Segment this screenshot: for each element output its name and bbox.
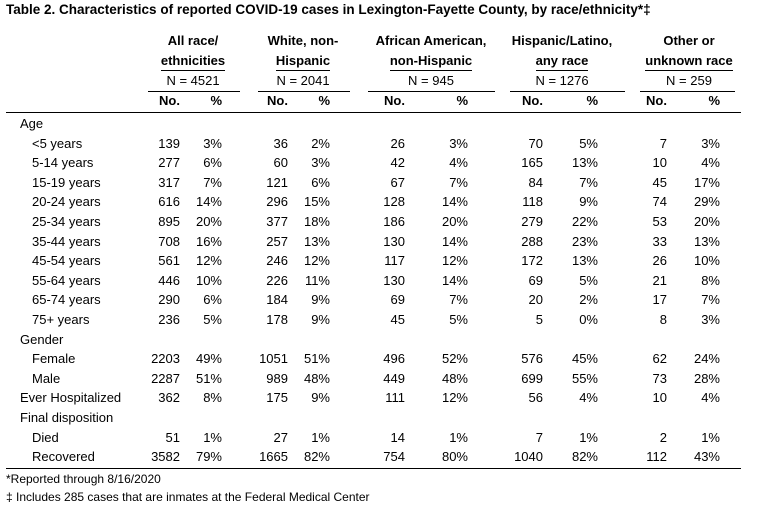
table-row bbox=[0, 153, 768, 173]
cell-percent: 18% bbox=[303, 214, 330, 229]
cell-count: 2203 bbox=[151, 351, 180, 367]
cell-count: 317 bbox=[158, 174, 180, 190]
cell-percent: 1% bbox=[449, 429, 468, 445]
cell-percent: 1% bbox=[579, 429, 598, 445]
cell-percent: 3% bbox=[701, 135, 720, 151]
cell-count: 42 bbox=[390, 155, 405, 171]
category-row bbox=[0, 388, 768, 408]
subheader-pct: % bbox=[586, 93, 598, 108]
cell-count: 172 bbox=[521, 253, 543, 269]
column-group-header bbox=[497, 31, 627, 71]
cell-percent: 29% bbox=[693, 194, 720, 210]
cell-count: 895 bbox=[158, 214, 180, 229]
cell-percent: 6% bbox=[203, 155, 222, 171]
cell-count: 7 bbox=[659, 135, 667, 151]
cell-percent: 4% bbox=[579, 390, 598, 406]
group-line2: unknown race bbox=[645, 52, 732, 71]
group-line2: Hispanic bbox=[276, 52, 330, 71]
cell-percent: 9% bbox=[311, 292, 330, 308]
cell-count: 165 bbox=[521, 155, 543, 171]
cell-count: 111 bbox=[385, 390, 405, 406]
row-label: <5 years bbox=[32, 135, 83, 151]
row-label: 45-54 years bbox=[32, 253, 101, 269]
cell-count: 708 bbox=[158, 233, 180, 249]
cell-percent: 1% bbox=[701, 429, 720, 445]
cell-percent: 22% bbox=[571, 214, 598, 229]
cell-count: 561 bbox=[158, 253, 180, 269]
cell-percent: 7% bbox=[449, 174, 468, 190]
cell-count: 576 bbox=[521, 351, 543, 367]
table-row bbox=[0, 134, 768, 154]
table-row bbox=[0, 251, 768, 271]
cell-count: 279 bbox=[521, 214, 543, 229]
row-label: 20-24 years bbox=[32, 194, 101, 210]
cell-percent: 17% bbox=[693, 174, 720, 190]
cell-percent: 2% bbox=[579, 292, 598, 308]
cell-percent: 0% bbox=[579, 312, 598, 327]
cell-percent: 15% bbox=[303, 194, 330, 210]
n-underline bbox=[148, 91, 240, 92]
cell-count: 74 bbox=[652, 194, 667, 210]
cell-percent: 48% bbox=[441, 370, 468, 386]
group-n-count: N = 4521 bbox=[166, 73, 220, 88]
row-label: Ever Hospitalized bbox=[20, 390, 122, 406]
cell-count: 67 bbox=[390, 174, 405, 190]
table-row bbox=[0, 290, 768, 310]
cell-count: 33 bbox=[652, 233, 667, 249]
cell-count: 69 bbox=[390, 292, 405, 308]
cell-count: 257 bbox=[266, 233, 288, 249]
cell-count: 139 bbox=[158, 135, 180, 151]
row-label: Died bbox=[32, 429, 59, 445]
cell-percent: 6% bbox=[203, 292, 222, 308]
cell-percent: 14% bbox=[441, 272, 468, 288]
cell-count: 449 bbox=[383, 370, 405, 386]
group-line1: African American, bbox=[375, 33, 487, 48]
cell-count: 236 bbox=[158, 312, 180, 327]
cell-percent: 80% bbox=[441, 449, 468, 465]
group-n-count: N = 1276 bbox=[535, 73, 589, 88]
cell-count: 17 bbox=[652, 292, 667, 308]
cell-percent: 28% bbox=[693, 370, 720, 386]
cell-percent: 82% bbox=[303, 449, 330, 465]
cell-percent: 9% bbox=[579, 194, 598, 210]
cell-count: 14 bbox=[390, 429, 405, 445]
cell-percent: 23% bbox=[571, 233, 598, 249]
cell-percent: 24% bbox=[693, 351, 720, 367]
cell-percent: 13% bbox=[303, 233, 330, 249]
row-label: Male bbox=[32, 370, 61, 386]
subheader-no: No. bbox=[384, 93, 405, 108]
category-row bbox=[0, 114, 768, 134]
cell-count: 20 bbox=[528, 292, 543, 308]
cell-percent: 12% bbox=[441, 390, 468, 406]
cell-count: 1051 bbox=[259, 351, 288, 367]
cell-percent: 14% bbox=[195, 194, 222, 210]
cell-percent: 48% bbox=[303, 370, 330, 386]
group-n-count: N = 2041 bbox=[276, 73, 330, 88]
cell-count: 7 bbox=[535, 429, 543, 445]
group-line2: non-Hispanic bbox=[390, 52, 472, 71]
cell-count: 8 bbox=[659, 312, 667, 327]
n-underline bbox=[640, 91, 735, 92]
cell-count: 53 bbox=[652, 214, 667, 229]
category-row bbox=[0, 408, 768, 428]
table-row bbox=[0, 428, 768, 448]
n-underline bbox=[368, 91, 495, 92]
table-bottom-rule bbox=[6, 468, 741, 469]
group-n-count: N = 945 bbox=[408, 73, 454, 88]
cell-count: 36 bbox=[273, 135, 288, 151]
cell-count: 26 bbox=[390, 135, 405, 151]
cell-percent: 4% bbox=[449, 155, 468, 171]
cell-percent: 1% bbox=[203, 429, 222, 445]
subheader-pct: % bbox=[708, 93, 720, 108]
cell-percent: 14% bbox=[441, 194, 468, 210]
cell-percent: 4% bbox=[701, 155, 720, 171]
group-line1: All race/ bbox=[167, 33, 219, 48]
cell-percent: 5% bbox=[579, 135, 598, 151]
cell-count: 73 bbox=[652, 370, 667, 386]
n-underline bbox=[510, 91, 625, 92]
cell-count: 121 bbox=[266, 174, 288, 190]
row-label: 65-74 years bbox=[32, 292, 101, 308]
cell-percent: 12% bbox=[441, 253, 468, 269]
table-row bbox=[0, 310, 768, 330]
cell-count: 26 bbox=[652, 253, 667, 269]
cell-count: 175 bbox=[266, 390, 288, 406]
table-row bbox=[0, 192, 768, 212]
cell-count: 754 bbox=[383, 449, 405, 465]
cell-percent: 51% bbox=[195, 370, 222, 386]
cell-count: 2287 bbox=[151, 370, 180, 386]
table-row bbox=[0, 349, 768, 369]
cell-percent: 52% bbox=[441, 351, 468, 367]
cell-count: 70 bbox=[528, 135, 543, 151]
cell-count: 130 bbox=[383, 233, 405, 249]
cell-count: 5 bbox=[535, 312, 543, 327]
cell-count: 1040 bbox=[514, 449, 543, 465]
cell-percent: 20% bbox=[693, 214, 720, 229]
cell-percent: 9% bbox=[311, 312, 330, 327]
cell-count: 296 bbox=[266, 194, 288, 210]
table-row bbox=[0, 212, 768, 232]
cell-count: 3582 bbox=[151, 449, 180, 465]
cell-count: 1665 bbox=[259, 449, 288, 465]
subheader-no: No. bbox=[159, 93, 180, 108]
cell-count: 277 bbox=[158, 155, 180, 171]
cell-percent: 82% bbox=[571, 449, 598, 465]
category-row bbox=[0, 330, 768, 350]
cell-count: 56 bbox=[528, 390, 543, 406]
table-header bbox=[0, 0, 768, 112]
cell-count: 27 bbox=[273, 429, 288, 445]
cell-count: 118 bbox=[522, 194, 543, 210]
row-label: 75+ years bbox=[32, 312, 90, 327]
column-group-header bbox=[366, 31, 496, 71]
cell-percent: 7% bbox=[701, 292, 720, 308]
cell-count: 226 bbox=[266, 272, 288, 288]
cell-percent: 13% bbox=[571, 155, 598, 171]
cell-percent: 7% bbox=[449, 292, 468, 308]
group-n-count: N = 259 bbox=[666, 73, 712, 88]
table-row bbox=[0, 173, 768, 193]
group-line2: ethnicities bbox=[161, 52, 225, 71]
cell-count: 186 bbox=[383, 214, 405, 229]
row-label: 15-19 years bbox=[32, 174, 101, 190]
row-label: Gender bbox=[20, 331, 64, 347]
table-row bbox=[0, 447, 768, 467]
cell-percent: 16% bbox=[195, 233, 222, 249]
table-row bbox=[0, 271, 768, 291]
cell-percent: 12% bbox=[303, 253, 330, 269]
cell-count: 362 bbox=[158, 390, 180, 406]
cell-percent: 6% bbox=[311, 174, 330, 190]
cell-count: 60 bbox=[273, 155, 288, 171]
column-group-header bbox=[634, 31, 744, 71]
row-label: Recovered bbox=[32, 449, 95, 465]
cell-percent: 45% bbox=[571, 351, 598, 367]
row-label: 25-34 years bbox=[32, 214, 101, 229]
cell-percent: 11% bbox=[304, 272, 330, 288]
cell-count: 10 bbox=[652, 155, 667, 171]
cell-count: 112 bbox=[646, 449, 667, 465]
cell-percent: 12% bbox=[195, 253, 222, 269]
subheader-no: No. bbox=[267, 93, 288, 108]
row-label: 5-14 years bbox=[32, 155, 94, 171]
row-label: 35-44 years bbox=[32, 233, 101, 249]
cell-count: 117 bbox=[384, 253, 405, 269]
cell-count: 184 bbox=[266, 292, 288, 308]
cell-percent: 10% bbox=[693, 253, 720, 269]
cell-count: 178 bbox=[266, 312, 288, 327]
cell-percent: 8% bbox=[701, 272, 720, 288]
column-group-header bbox=[138, 31, 248, 71]
subheader-pct: % bbox=[318, 93, 330, 108]
cell-count: 2 bbox=[659, 429, 667, 445]
cell-percent: 20% bbox=[195, 214, 222, 229]
subheader-no: No. bbox=[522, 93, 543, 108]
cell-count: 699 bbox=[521, 370, 543, 386]
cell-count: 446 bbox=[158, 272, 180, 288]
table-row bbox=[0, 232, 768, 252]
cell-count: 130 bbox=[383, 272, 405, 288]
cell-percent: 51% bbox=[303, 351, 330, 367]
subheader-pct: % bbox=[456, 93, 468, 108]
cell-percent: 2% bbox=[311, 135, 330, 151]
cell-percent: 5% bbox=[203, 312, 222, 327]
cell-percent: 5% bbox=[449, 312, 468, 327]
cell-count: 246 bbox=[266, 253, 288, 269]
table-title: Table 2. Characteristics of reported COVID-19 cases in Lexington-Fayette County, by race/ethnicity*‡ bbox=[6, 2, 651, 17]
column-group-header bbox=[248, 31, 358, 71]
cell-count: 45 bbox=[652, 174, 667, 190]
row-label: Age bbox=[20, 116, 44, 131]
cell-percent: 10% bbox=[195, 272, 222, 288]
cell-count: 496 bbox=[383, 351, 405, 367]
cell-percent: 13% bbox=[571, 253, 598, 269]
row-label: Female bbox=[32, 351, 76, 367]
table-row bbox=[0, 369, 768, 389]
cell-percent: 55% bbox=[571, 370, 598, 386]
cell-count: 84 bbox=[528, 174, 543, 190]
cell-percent: 9% bbox=[311, 390, 330, 406]
cell-percent: 49% bbox=[195, 351, 222, 367]
n-underline bbox=[258, 91, 350, 92]
subheader-no: No. bbox=[646, 93, 667, 108]
cell-percent: 5% bbox=[579, 272, 598, 288]
subheader-pct: % bbox=[210, 93, 222, 108]
cell-count: 45 bbox=[390, 312, 405, 327]
header-bottom-rule bbox=[6, 112, 741, 113]
cell-count: 128 bbox=[383, 194, 405, 210]
cell-count: 10 bbox=[652, 390, 667, 406]
cell-percent: 3% bbox=[701, 312, 720, 327]
cell-percent: 14% bbox=[441, 233, 468, 249]
cell-percent: 3% bbox=[203, 135, 222, 151]
cell-count: 69 bbox=[528, 272, 543, 288]
cell-percent: 43% bbox=[693, 449, 720, 465]
cell-percent: 7% bbox=[579, 174, 598, 190]
cell-percent: 79% bbox=[195, 449, 222, 465]
group-line1: White, non- bbox=[267, 33, 339, 48]
cell-count: 62 bbox=[652, 351, 667, 367]
footnote-reported: *Reported through 8/16/2020 bbox=[6, 472, 161, 486]
cell-count: 51 bbox=[165, 429, 180, 445]
cell-count: 616 bbox=[158, 194, 180, 210]
cell-percent: 8% bbox=[203, 390, 222, 406]
cell-count: 21 bbox=[652, 272, 667, 288]
row-label: Final disposition bbox=[20, 410, 114, 425]
cell-percent: 13% bbox=[693, 233, 720, 249]
group-line1: Other or bbox=[663, 33, 715, 48]
cell-count: 377 bbox=[266, 214, 288, 229]
footnote-inmates: ‡ Includes 285 cases that are inmates at the Federal Medical Center bbox=[6, 490, 370, 504]
cell-percent: 1% bbox=[311, 429, 330, 445]
cell-percent: 4% bbox=[701, 390, 720, 406]
row-label: 55-64 years bbox=[32, 272, 101, 288]
cell-percent: 3% bbox=[311, 155, 330, 171]
cell-percent: 20% bbox=[441, 214, 468, 229]
cell-count: 288 bbox=[521, 233, 543, 249]
cell-percent: 3% bbox=[449, 135, 468, 151]
cell-count: 989 bbox=[266, 370, 288, 386]
cell-percent: 7% bbox=[203, 174, 222, 190]
cell-count: 290 bbox=[158, 292, 180, 308]
group-line2: any race bbox=[536, 52, 589, 71]
group-line1: Hispanic/Latino, bbox=[511, 33, 613, 48]
